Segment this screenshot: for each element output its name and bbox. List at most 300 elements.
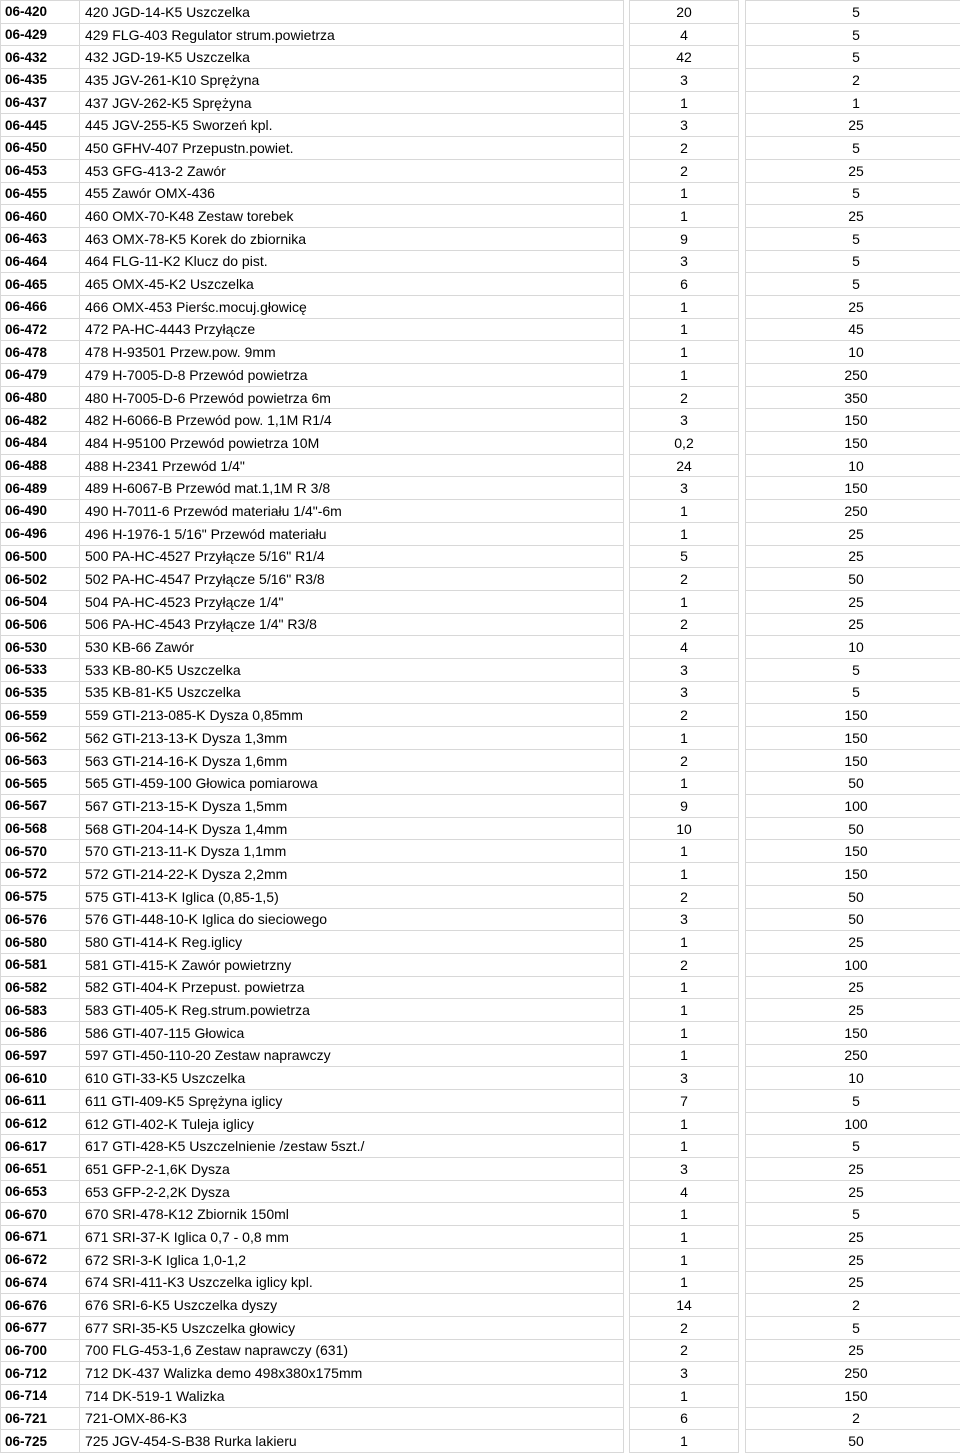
column-gap [739,1158,746,1181]
table-row [1,999,960,1022]
part-quantity: 1 [630,1248,739,1271]
part-quantity: 1 [630,1384,739,1407]
column-gap [739,999,746,1022]
part-code: 06-651 [1,1158,80,1181]
part-quantity: 3 [630,250,739,273]
part-quantity: 1 [630,1135,739,1158]
part-code: 06-496 [1,522,80,545]
part-value: 10 [746,454,960,477]
part-value: 5 [746,182,960,205]
part-quantity: 20 [630,1,739,24]
part-code: 06-581 [1,953,80,976]
part-value: 50 [746,817,960,840]
part-description: 480 H-7005-D-6 Przewód powietrza 6m [80,386,624,409]
table-row [1,1112,960,1135]
part-code: 06-611 [1,1090,80,1113]
part-value: 2 [746,69,960,92]
part-quantity: 42 [630,46,739,69]
table-row [1,1021,960,1044]
column-gap [739,817,746,840]
table-row [1,1384,960,1407]
part-quantity: 1 [630,976,739,999]
column-gap [739,885,746,908]
part-description: 432 JGD-19-K5 Uszczelka [80,46,624,69]
part-description: 500 PA-HC-4527 Przyłącze 5/16" R1/4 [80,545,624,568]
part-value: 5 [746,273,960,296]
table-row [1,545,960,568]
column-gap [739,227,746,250]
part-code: 06-488 [1,454,80,477]
part-quantity: 9 [630,795,739,818]
part-description: 488 H-2341 Przewód 1/4" [80,454,624,477]
part-code: 06-504 [1,590,80,613]
part-code: 06-568 [1,817,80,840]
part-description: 472 PA-HC-4443 Przyłącze [80,318,624,341]
part-value: 25 [746,205,960,228]
column-gap [739,159,746,182]
table-row [1,409,960,432]
part-value: 150 [746,863,960,886]
part-description: 580 GTI-414-K Reg.iglicy [80,931,624,954]
part-value: 5 [746,658,960,681]
part-value: 25 [746,114,960,137]
column-gap [739,364,746,387]
part-description: 420 JGD-14-K5 Uszczelka [80,1,624,24]
part-value: 150 [746,749,960,772]
part-description: 612 GTI-402-K Tuleja iglicy [80,1112,624,1135]
column-gap [739,273,746,296]
part-code: 06-672 [1,1248,80,1271]
part-code: 06-453 [1,159,80,182]
column-gap [739,1407,746,1430]
part-description: 562 GTI-213-13-K Dysza 1,3mm [80,727,624,750]
part-value: 1 [746,91,960,114]
part-value: 25 [746,522,960,545]
part-description: 651 GFP-2-1,6K Dysza [80,1158,624,1181]
column-gap [739,23,746,46]
table-row [1,1294,960,1317]
column-gap [739,840,746,863]
part-code: 06-533 [1,658,80,681]
part-value: 5 [746,23,960,46]
column-gap [739,205,746,228]
part-code: 06-484 [1,432,80,455]
part-quantity: 3 [630,658,739,681]
table-row [1,1407,960,1430]
part-description: 672 SRI-3-K Iglica 1,0-1,2 [80,1248,624,1271]
part-description: 565 GTI-459-100 Głowica pomiarowa [80,772,624,795]
table-row [1,1135,960,1158]
table-row [1,364,960,387]
part-quantity: 2 [630,386,739,409]
table-row [1,1226,960,1249]
part-code: 06-465 [1,273,80,296]
part-value: 150 [746,477,960,500]
part-value: 25 [746,1248,960,1271]
part-description: 568 GTI-204-14-K Dysza 1,4mm [80,817,624,840]
table-row [1,91,960,114]
column-gap [739,1430,746,1453]
table-row [1,1339,960,1362]
part-quantity: 1 [630,1226,739,1249]
part-code: 06-562 [1,727,80,750]
part-description: 504 PA-HC-4523 Przyłącze 1/4" [80,590,624,613]
table-row [1,1044,960,1067]
part-description: 489 H-6067-B Przewód mat.1,1M R 3/8 [80,477,624,500]
table-row [1,1271,960,1294]
part-value: 50 [746,1430,960,1453]
column-gap [739,1384,746,1407]
part-value: 25 [746,613,960,636]
part-description: 453 GFG-413-2 Zawór [80,159,624,182]
column-gap [739,341,746,364]
column-gap [739,1248,746,1271]
table-row [1,568,960,591]
table-row [1,840,960,863]
part-code: 06-535 [1,681,80,704]
part-description: 670 SRI-478-K12 Zbiornik 150ml [80,1203,624,1226]
table-row [1,500,960,523]
part-code: 06-712 [1,1362,80,1385]
column-gap [739,454,746,477]
part-quantity: 1 [630,1271,739,1294]
part-value: 5 [746,137,960,160]
part-code: 06-700 [1,1339,80,1362]
column-gap [739,69,746,92]
table-row [1,1158,960,1181]
table-row [1,477,960,500]
part-value: 25 [746,976,960,999]
table-row [1,1,960,24]
column-gap [739,318,746,341]
part-description: 455 Zawór OMX-436 [80,182,624,205]
part-value: 5 [746,1135,960,1158]
part-description: 567 GTI-213-15-K Dysza 1,5mm [80,795,624,818]
part-quantity: 2 [630,1316,739,1339]
part-code: 06-563 [1,749,80,772]
table-row [1,1430,960,1453]
part-code: 06-445 [1,114,80,137]
table-row [1,23,960,46]
table-row [1,1203,960,1226]
part-code: 06-463 [1,227,80,250]
part-value: 5 [746,250,960,273]
part-description: 490 H-7011-6 Przewód materiału 1/4"-6m [80,500,624,523]
part-quantity: 2 [630,704,739,727]
part-description: 576 GTI-448-10-K Iglica do sieciowego [80,908,624,931]
part-code: 06-480 [1,386,80,409]
part-code: 06-714 [1,1384,80,1407]
part-description: 570 GTI-213-11-K Dysza 1,1mm [80,840,624,863]
part-description: 463 OMX-78-K5 Korek do zbiornika [80,227,624,250]
part-code: 06-500 [1,545,80,568]
table-row [1,205,960,228]
part-description: 559 GTI-213-085-K Dysza 0,85mm [80,704,624,727]
part-description: 535 KB-81-K5 Uszczelka [80,681,624,704]
part-code: 06-580 [1,931,80,954]
part-description: 478 H-93501 Przew.pow. 9mm [80,341,624,364]
column-gap [739,1316,746,1339]
table-row [1,159,960,182]
part-code: 06-575 [1,885,80,908]
table-row [1,863,960,886]
part-code: 06-506 [1,613,80,636]
column-gap [739,522,746,545]
part-quantity: 1 [630,295,739,318]
part-description: 575 GTI-413-K Iglica (0,85-1,5) [80,885,624,908]
part-quantity: 2 [630,613,739,636]
part-quantity: 4 [630,23,739,46]
table-row [1,182,960,205]
part-quantity: 4 [630,1180,739,1203]
part-quantity: 3 [630,1158,739,1181]
part-quantity: 7 [630,1090,739,1113]
part-code: 06-617 [1,1135,80,1158]
part-description: 653 GFP-2-2,2K Dysza [80,1180,624,1203]
column-gap [739,46,746,69]
part-value: 10 [746,1067,960,1090]
part-code: 06-570 [1,840,80,863]
part-code: 06-435 [1,69,80,92]
part-description: 725 JGV-454-S-B38 Rurka lakieru [80,1430,624,1453]
column-gap [739,749,746,772]
table-row [1,772,960,795]
column-gap [739,613,746,636]
part-description: 676 SRI-6-K5 Uszczelka dyszy [80,1294,624,1317]
part-code: 06-420 [1,1,80,24]
column-gap [739,182,746,205]
part-description: 582 GTI-404-K Przepust. powietrza [80,976,624,999]
column-gap [739,1044,746,1067]
part-quantity: 1 [630,1021,739,1044]
part-value: 150 [746,1021,960,1044]
column-gap [739,681,746,704]
column-gap [739,1203,746,1226]
part-description: 435 JGV-261-K10 Sprężyna [80,69,624,92]
table-row [1,227,960,250]
part-value: 150 [746,727,960,750]
part-quantity: 3 [630,908,739,931]
part-quantity: 2 [630,749,739,772]
part-quantity: 1 [630,999,739,1022]
part-description: 429 FLG-403 Regulator strum.powietrza [80,23,624,46]
part-quantity: 2 [630,885,739,908]
part-quantity: 1 [630,1044,739,1067]
table-row [1,704,960,727]
part-code: 06-576 [1,908,80,931]
part-description: 581 GTI-415-K Zawór powietrzny [80,953,624,976]
part-description: 597 GTI-450-110-20 Zestaw naprawczy [80,1044,624,1067]
part-quantity: 1 [630,318,739,341]
part-code: 06-450 [1,137,80,160]
part-code: 06-677 [1,1316,80,1339]
part-description: 460 OMX-70-K48 Zestaw torebek [80,205,624,228]
table-row [1,1316,960,1339]
table-row [1,1067,960,1090]
column-gap [739,1,746,24]
table-row [1,931,960,954]
part-code: 06-460 [1,205,80,228]
part-value: 2 [746,1294,960,1317]
table-row [1,885,960,908]
table-row [1,1090,960,1113]
part-value: 5 [746,46,960,69]
table-row [1,69,960,92]
part-value: 25 [746,590,960,613]
part-description: 671 SRI-37-K Iglica 0,7 - 0,8 mm [80,1226,624,1249]
column-gap [739,953,746,976]
column-gap [739,658,746,681]
part-code: 06-676 [1,1294,80,1317]
part-value: 250 [746,500,960,523]
part-description: 700 FLG-453-1,6 Zestaw naprawczy (631) [80,1339,624,1362]
column-gap [739,795,746,818]
table-row [1,1248,960,1271]
part-value: 150 [746,704,960,727]
part-value: 5 [746,1316,960,1339]
part-quantity: 3 [630,681,739,704]
part-quantity: 1 [630,840,739,863]
column-gap [739,1271,746,1294]
part-description: 482 H-6066-B Przewód pow. 1,1M R1/4 [80,409,624,432]
part-description: 677 SRI-35-K5 Uszczelka głowicy [80,1316,624,1339]
part-code: 06-472 [1,318,80,341]
column-gap [739,1362,746,1385]
part-code: 06-478 [1,341,80,364]
part-description: 563 GTI-214-16-K Dysza 1,6mm [80,749,624,772]
table-row [1,250,960,273]
part-value: 5 [746,1,960,24]
part-code: 06-530 [1,636,80,659]
table-row [1,295,960,318]
part-quantity: 3 [630,1362,739,1385]
column-gap [739,1294,746,1317]
part-description: 533 KB-80-K5 Uszczelka [80,658,624,681]
part-quantity: 2 [630,159,739,182]
part-quantity: 3 [630,114,739,137]
part-quantity: 2 [630,953,739,976]
part-quantity: 1 [630,727,739,750]
part-description: 502 PA-HC-4547 Przyłącze 5/16" R3/8 [80,568,624,591]
part-quantity: 0,2 [630,432,739,455]
part-value: 50 [746,772,960,795]
part-quantity: 1 [630,341,739,364]
part-description: 506 PA-HC-4543 Przyłącze 1/4" R3/8 [80,613,624,636]
table-row [1,273,960,296]
column-gap [739,1090,746,1113]
part-value: 250 [746,1362,960,1385]
table-row [1,1362,960,1385]
part-code: 06-432 [1,46,80,69]
part-value: 25 [746,931,960,954]
column-gap [739,545,746,568]
column-gap [739,114,746,137]
part-value: 10 [746,636,960,659]
part-quantity: 1 [630,772,739,795]
table-row [1,1180,960,1203]
part-quantity: 9 [630,227,739,250]
part-quantity: 1 [630,590,739,613]
part-description: 445 JGV-255-K5 Sworzeń kpl. [80,114,624,137]
part-value: 25 [746,1158,960,1181]
part-value: 25 [746,999,960,1022]
part-quantity: 2 [630,568,739,591]
part-code: 06-572 [1,863,80,886]
part-value: 100 [746,953,960,976]
part-code: 06-582 [1,976,80,999]
part-code: 06-464 [1,250,80,273]
table-row [1,658,960,681]
column-gap [739,91,746,114]
part-quantity: 1 [630,863,739,886]
table-row [1,976,960,999]
part-value: 2 [746,1407,960,1430]
column-gap [739,409,746,432]
part-quantity: 3 [630,1067,739,1090]
table-row [1,636,960,659]
part-description: 484 H-95100 Przewód powietrza 10M [80,432,624,455]
part-description: 721-OMX-86-K3 [80,1407,624,1430]
part-quantity: 14 [630,1294,739,1317]
column-gap [739,1067,746,1090]
column-gap [739,295,746,318]
part-quantity: 1 [630,205,739,228]
part-description: 450 GFHV-407 Przepustn.powiet. [80,137,624,160]
part-quantity: 2 [630,137,739,160]
table-row [1,590,960,613]
part-description: 479 H-7005-D-8 Przewód powietrza [80,364,624,387]
column-gap [739,250,746,273]
table-row [1,908,960,931]
part-value: 50 [746,908,960,931]
part-code: 06-567 [1,795,80,818]
column-gap [739,976,746,999]
part-quantity: 1 [630,182,739,205]
column-gap [739,1021,746,1044]
part-code: 06-482 [1,409,80,432]
table-row [1,46,960,69]
table-row [1,817,960,840]
part-quantity: 6 [630,1407,739,1430]
column-gap [739,1135,746,1158]
table-row [1,432,960,455]
part-value: 5 [746,1090,960,1113]
part-code: 06-671 [1,1226,80,1249]
part-quantity: 1 [630,1430,739,1453]
column-gap [739,590,746,613]
part-value: 5 [746,227,960,250]
column-gap [739,1180,746,1203]
part-description: 437 JGV-262-K5 Sprężyna [80,91,624,114]
part-value: 45 [746,318,960,341]
part-value: 150 [746,1384,960,1407]
part-value: 25 [746,1271,960,1294]
part-quantity: 5 [630,545,739,568]
column-gap [739,432,746,455]
part-quantity: 1 [630,500,739,523]
column-gap [739,137,746,160]
part-value: 150 [746,432,960,455]
part-value: 5 [746,681,960,704]
part-quantity: 1 [630,1203,739,1226]
part-quantity: 1 [630,364,739,387]
part-description: 465 OMX-45-K2 Uszczelka [80,273,624,296]
table-row [1,137,960,160]
part-value: 25 [746,295,960,318]
column-gap [739,704,746,727]
part-quantity: 1 [630,931,739,954]
table-row [1,386,960,409]
